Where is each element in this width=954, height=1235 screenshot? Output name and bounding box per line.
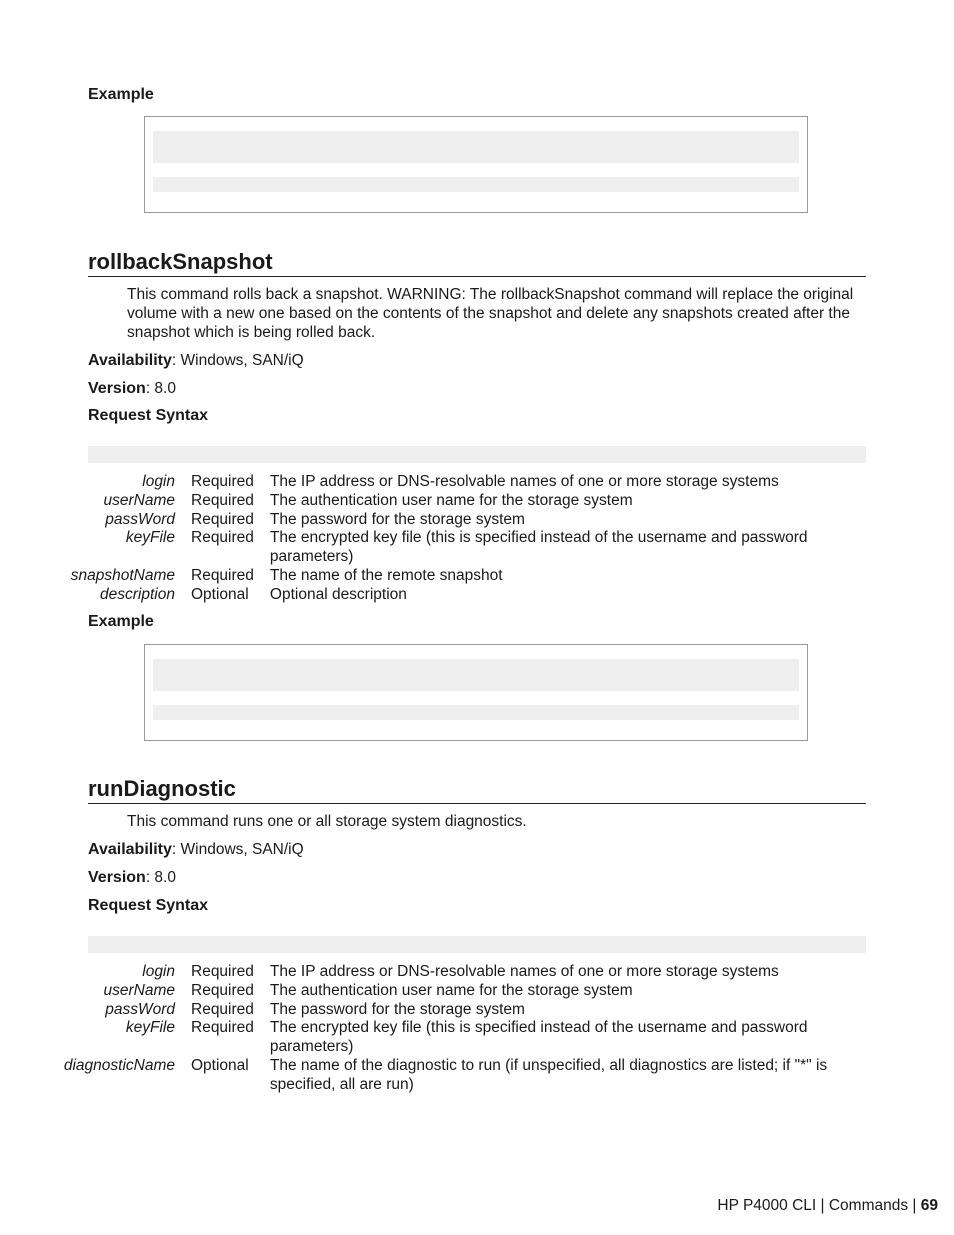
param-description: The IP address or DNS-resolvable names of one or more storage systems: [269, 473, 779, 490]
param-description: The authentication user name for the storage system: [269, 491, 633, 509]
availability-label: Availability: [88, 841, 172, 858]
rollback-availability: [88, 351, 304, 370]
param-row: [40, 982, 840, 1001]
rundiag-param-table: [40, 963, 840, 1095]
version-value: : 8.0: [145, 380, 176, 397]
param-row: [60, 567, 840, 586]
param-description: The IP address or DNS-resolvable names of one or more storage systems: [269, 963, 779, 980]
param-row: [60, 473, 840, 492]
param-row: [40, 1019, 840, 1057]
param-required: Required: [191, 529, 254, 547]
rundiag-description: This command runs one or all storage system diagnostics.: [127, 813, 527, 830]
param-name: login: [142, 963, 175, 980]
param-row: [60, 586, 840, 605]
example-code-box: [144, 116, 808, 213]
code-line: [153, 177, 799, 192]
param-description: The password for the storage system: [269, 510, 525, 528]
param-name: userName: [103, 981, 175, 999]
rundiag-availability: [88, 840, 304, 859]
code-line: [153, 705, 799, 720]
param-description: The authentication user name for the storage system: [269, 981, 633, 999]
param-description: The encrypted key file (this is specified instead of the username and password parameters): [269, 1019, 808, 1056]
param-description: The password for the storage system: [269, 1000, 525, 1018]
version-label: Version: [88, 380, 146, 397]
example-code-box: [144, 644, 808, 741]
param-row: [40, 1057, 840, 1095]
availability-value: : Windows, SAN/iQ: [171, 841, 304, 858]
param-name: keyFile: [125, 529, 175, 547]
param-required: Required: [191, 566, 254, 584]
param-name: userName: [103, 491, 175, 509]
request-syntax-label: Request Syntax: [88, 407, 209, 424]
param-required: Required: [191, 981, 254, 999]
section-title-rundiagnostic: runDiagnostic: [88, 775, 866, 804]
request-syntax-code: [88, 446, 866, 463]
version-label: Version: [88, 869, 146, 886]
param-required: Required: [191, 963, 254, 980]
param-row: [60, 511, 840, 530]
availability-label: Availability: [88, 352, 172, 369]
param-required: Optional: [191, 585, 249, 603]
example-label: Example: [88, 86, 154, 103]
rollback-param-table: [60, 473, 840, 605]
rundiag-version: [88, 868, 176, 887]
param-description: The encrypted key file (this is specified instead of the username and password parameters): [269, 529, 808, 566]
code-line: [153, 131, 799, 163]
param-row: [40, 1001, 840, 1020]
param-required: Required: [191, 1000, 254, 1018]
version-value: : 8.0: [145, 869, 176, 886]
request-syntax-label: Request Syntax: [88, 897, 209, 914]
param-row: [60, 492, 840, 511]
page-number: 69: [920, 1197, 938, 1214]
param-name: diagnosticName: [63, 1056, 175, 1074]
param-name: snapshotName: [70, 566, 175, 584]
footer-text: HP P4000 CLI | Commands |: [717, 1197, 921, 1214]
param-description: The name of the diagnostic to run (if unspecified, all diagnostics are listed; if "*" is specified, all are run): [269, 1056, 828, 1093]
availability-value: : Windows, SAN/iQ: [171, 352, 304, 369]
param-row: [40, 963, 840, 982]
page-footer: [717, 1197, 938, 1215]
param-required: Required: [191, 1019, 254, 1037]
param-name: description: [100, 585, 175, 603]
param-required: Required: [191, 491, 254, 509]
code-line: [153, 659, 799, 691]
param-required: Optional: [191, 1056, 249, 1074]
request-syntax-code: [88, 936, 866, 953]
param-description: The name of the remote snapshot: [269, 566, 503, 584]
rollback-version: [88, 379, 176, 398]
param-required: Required: [191, 473, 254, 490]
param-name: passWord: [105, 510, 175, 528]
param-name: keyFile: [125, 1019, 175, 1037]
param-name: login: [142, 473, 175, 490]
param-row: [60, 529, 840, 567]
param-description: Optional description: [269, 585, 407, 603]
rollback-description: This command rolls back a snapshot. WARNING: The rollbackSnapshot command will replace the original volume with a new one based on the contents of the snapshot and delete any snapshots created after the snapshot which is being rolled back.: [127, 286, 854, 341]
param-required: Required: [191, 510, 254, 528]
param-name: passWord: [105, 1000, 175, 1018]
section-title-rollbacksnapshot: rollbackSnapshot: [88, 248, 866, 277]
example-label: Example: [88, 613, 154, 630]
